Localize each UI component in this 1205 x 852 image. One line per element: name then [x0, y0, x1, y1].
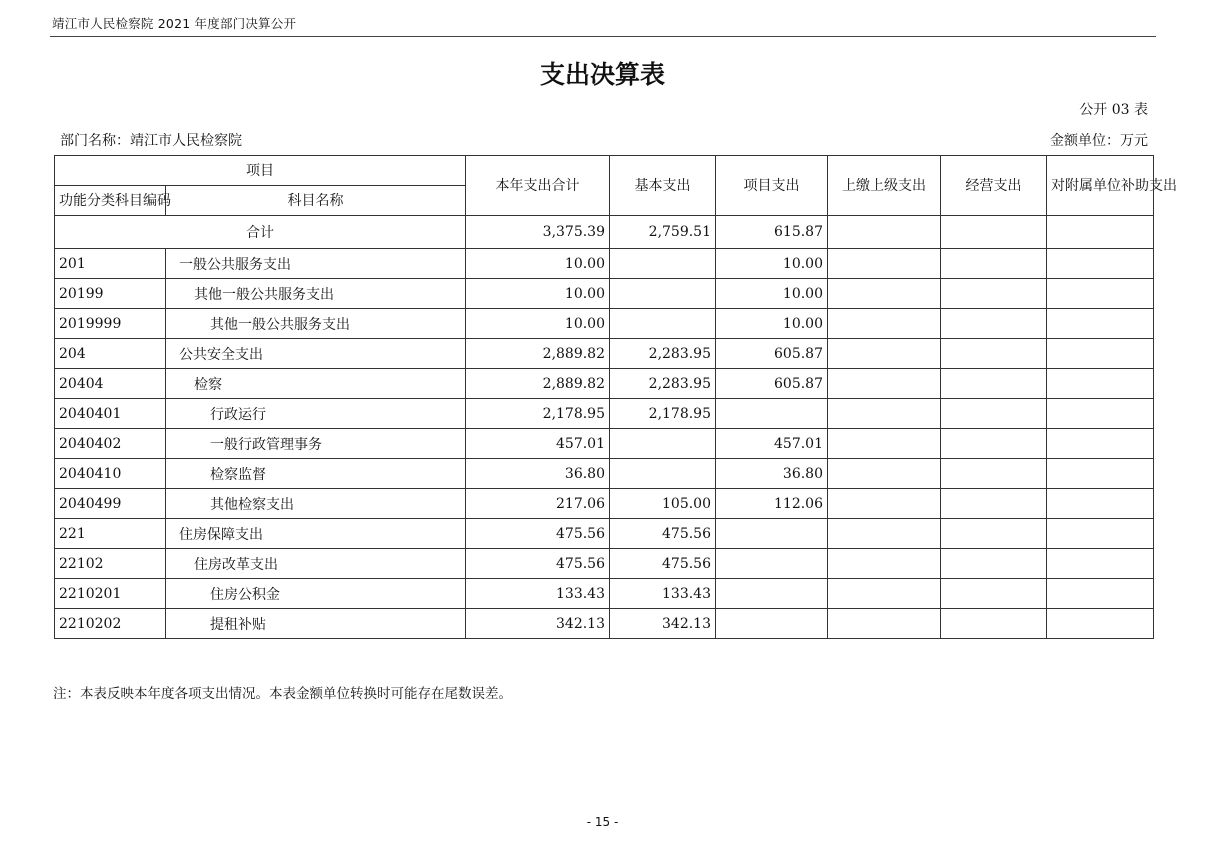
cell-project: 10.00: [716, 249, 828, 279]
cell-project: [716, 519, 828, 549]
cell-total: 10.00: [466, 249, 610, 279]
cell-project: 36.80: [716, 459, 828, 489]
cell-subsidy: [1047, 216, 1154, 249]
cell-subject-name: 住房保障支出: [166, 519, 466, 549]
cell-code: 204: [55, 339, 166, 369]
cell-upper: [828, 279, 941, 309]
cell-subject-name: 住房公积金: [166, 579, 466, 609]
cell-subsidy: [1047, 579, 1154, 609]
table-row: [55, 279, 1154, 309]
cell-basic: 2,178.95: [610, 399, 716, 429]
cell-basic: 475.56: [610, 549, 716, 579]
cell-basic: 2,759.51: [610, 216, 716, 249]
cell-total: 342.13: [466, 609, 610, 639]
cell-basic: [610, 459, 716, 489]
cell-subject-name: 提租补贴: [166, 609, 466, 639]
cell-code: 2040499: [55, 489, 166, 519]
cell-basic: 342.13: [610, 609, 716, 639]
cell-subject-name: 行政运行: [166, 399, 466, 429]
cell-business: [941, 216, 1047, 249]
cell-basic: 133.43: [610, 579, 716, 609]
header-upper: 上缴上级支出: [828, 156, 941, 216]
cell-code: 22102: [55, 549, 166, 579]
cell-subject-name: 一般公共服务支出: [166, 249, 466, 279]
cell-basic: 475.56: [610, 519, 716, 549]
cell-project: 615.87: [716, 216, 828, 249]
cell-subsidy: [1047, 279, 1154, 309]
cell-code: 2210201: [55, 579, 166, 609]
cell-basic: 2,283.95: [610, 339, 716, 369]
cell-total: 133.43: [466, 579, 610, 609]
cell-project: [716, 579, 828, 609]
cell-total: 2,889.82: [466, 369, 610, 399]
table-row: [55, 309, 1154, 339]
table-row: [55, 579, 1154, 609]
table-row: [55, 249, 1154, 279]
cell-business: [941, 249, 1047, 279]
cell-code: 2040410: [55, 459, 166, 489]
cell-upper: [828, 579, 941, 609]
cell-subsidy: [1047, 549, 1154, 579]
header-business: 经营支出: [941, 156, 1047, 216]
cell-project: [716, 399, 828, 429]
cell-subsidy: [1047, 309, 1154, 339]
cell-code: 20404: [55, 369, 166, 399]
table-row: [55, 489, 1154, 519]
header-basic: 基本支出: [610, 156, 716, 216]
cell-code: 20199: [55, 279, 166, 309]
total-row: [55, 216, 1154, 249]
expenditure-table: [54, 155, 1177, 639]
cell-business: [941, 309, 1047, 339]
cell-total: 457.01: [466, 429, 610, 459]
table-row: [55, 429, 1154, 459]
cell-business: [941, 399, 1047, 429]
table-row: [55, 399, 1154, 429]
cell-basic: [610, 429, 716, 459]
cell-project: 112.06: [716, 489, 828, 519]
cell-subject-name: 公共安全支出: [166, 339, 466, 369]
cell-subject-name: 一般行政管理事务: [166, 429, 466, 459]
cell-total: 475.56: [466, 519, 610, 549]
cell-subsidy: [1047, 339, 1154, 369]
cell-project: 605.87: [716, 339, 828, 369]
table-row: [55, 459, 1154, 489]
cell-upper: [828, 399, 941, 429]
page-title: 支出决算表: [539, 60, 665, 89]
cell-subsidy: [1047, 369, 1154, 399]
header-subsidy: 对附属单位补助支出: [1047, 156, 1154, 216]
table-row: [55, 339, 1154, 369]
cell-upper: [828, 216, 941, 249]
cell-business: [941, 489, 1047, 519]
cell-basic: 105.00: [610, 489, 716, 519]
cell-subject-name: 住房改革支出: [166, 549, 466, 579]
cell-total: 217.06: [466, 489, 610, 519]
cell-subsidy: [1047, 519, 1154, 549]
cell-subject-name: 其他一般公共服务支出: [166, 279, 466, 309]
cell-upper: [828, 249, 941, 279]
cell-upper: [828, 309, 941, 339]
cell-basic: 2,283.95: [610, 369, 716, 399]
table-number: 公开 03 表: [1079, 102, 1148, 118]
cell-project: 457.01: [716, 429, 828, 459]
cell-subject-name: 其他一般公共服务支出: [166, 309, 466, 339]
cell-upper: [828, 429, 941, 459]
table-row: [55, 549, 1154, 579]
cell-upper: [828, 339, 941, 369]
cell-project: [716, 549, 828, 579]
cell-code: 2040402: [55, 429, 166, 459]
cell-subject-name: 检察: [166, 369, 466, 399]
total-label: 合计: [55, 216, 466, 249]
department-label: 部门名称：靖江市人民检察院: [60, 133, 242, 149]
cell-business: [941, 279, 1047, 309]
cell-project: [716, 609, 828, 639]
cell-code: 2040401: [55, 399, 166, 429]
cell-business: [941, 609, 1047, 639]
cell-total: 3,375.39: [466, 216, 610, 249]
cell-upper: [828, 549, 941, 579]
cell-subsidy: [1047, 399, 1154, 429]
cell-basic: [610, 249, 716, 279]
cell-basic: [610, 309, 716, 339]
header-subject-name: 科目名称: [166, 186, 466, 216]
header-project: 项目支出: [716, 156, 828, 216]
cell-upper: [828, 489, 941, 519]
cell-project: 605.87: [716, 369, 828, 399]
cell-total: 475.56: [466, 549, 610, 579]
cell-total: 36.80: [466, 459, 610, 489]
table-note: 注：本表反映本年度各项支出情况。本表金额单位转换时可能存在尾数误差。: [53, 686, 512, 702]
header-total: 本年支出合计: [466, 156, 610, 216]
cell-upper: [828, 369, 941, 399]
table-row: [55, 609, 1154, 639]
cell-business: [941, 459, 1047, 489]
cell-business: [941, 579, 1047, 609]
cell-subsidy: [1047, 249, 1154, 279]
cell-business: [941, 369, 1047, 399]
cell-subsidy: [1047, 429, 1154, 459]
unit-label: 金额单位：万元: [1050, 133, 1148, 149]
cell-business: [941, 519, 1047, 549]
page-number: - 15 -: [586, 815, 619, 829]
cell-subject-name: 其他检察支出: [166, 489, 466, 519]
header-func-code: 功能分类科目编码: [55, 186, 166, 216]
cell-total: 10.00: [466, 309, 610, 339]
cell-business: [941, 429, 1047, 459]
cell-subject-name: 检察监督: [166, 459, 466, 489]
table-row: [55, 519, 1154, 549]
header-item: 项目: [55, 156, 466, 186]
header-rule: [50, 36, 1156, 37]
cell-code: 2019999: [55, 309, 166, 339]
cell-code: 201: [55, 249, 166, 279]
cell-basic: [610, 279, 716, 309]
cell-subsidy: [1047, 459, 1154, 489]
cell-business: [941, 339, 1047, 369]
cell-total: 10.00: [466, 279, 610, 309]
document-header: 靖江市人民检察院 2021 年度部门决算公开: [52, 16, 297, 31]
cell-subsidy: [1047, 489, 1154, 519]
cell-project: 10.00: [716, 279, 828, 309]
cell-project: 10.00: [716, 309, 828, 339]
cell-upper: [828, 459, 941, 489]
cell-upper: [828, 609, 941, 639]
cell-business: [941, 549, 1047, 579]
cell-total: 2,178.95: [466, 399, 610, 429]
table-row: [55, 369, 1154, 399]
cell-upper: [828, 519, 941, 549]
cell-total: 2,889.82: [466, 339, 610, 369]
cell-subsidy: [1047, 609, 1154, 639]
cell-code: 2210202: [55, 609, 166, 639]
cell-code: 221: [55, 519, 166, 549]
